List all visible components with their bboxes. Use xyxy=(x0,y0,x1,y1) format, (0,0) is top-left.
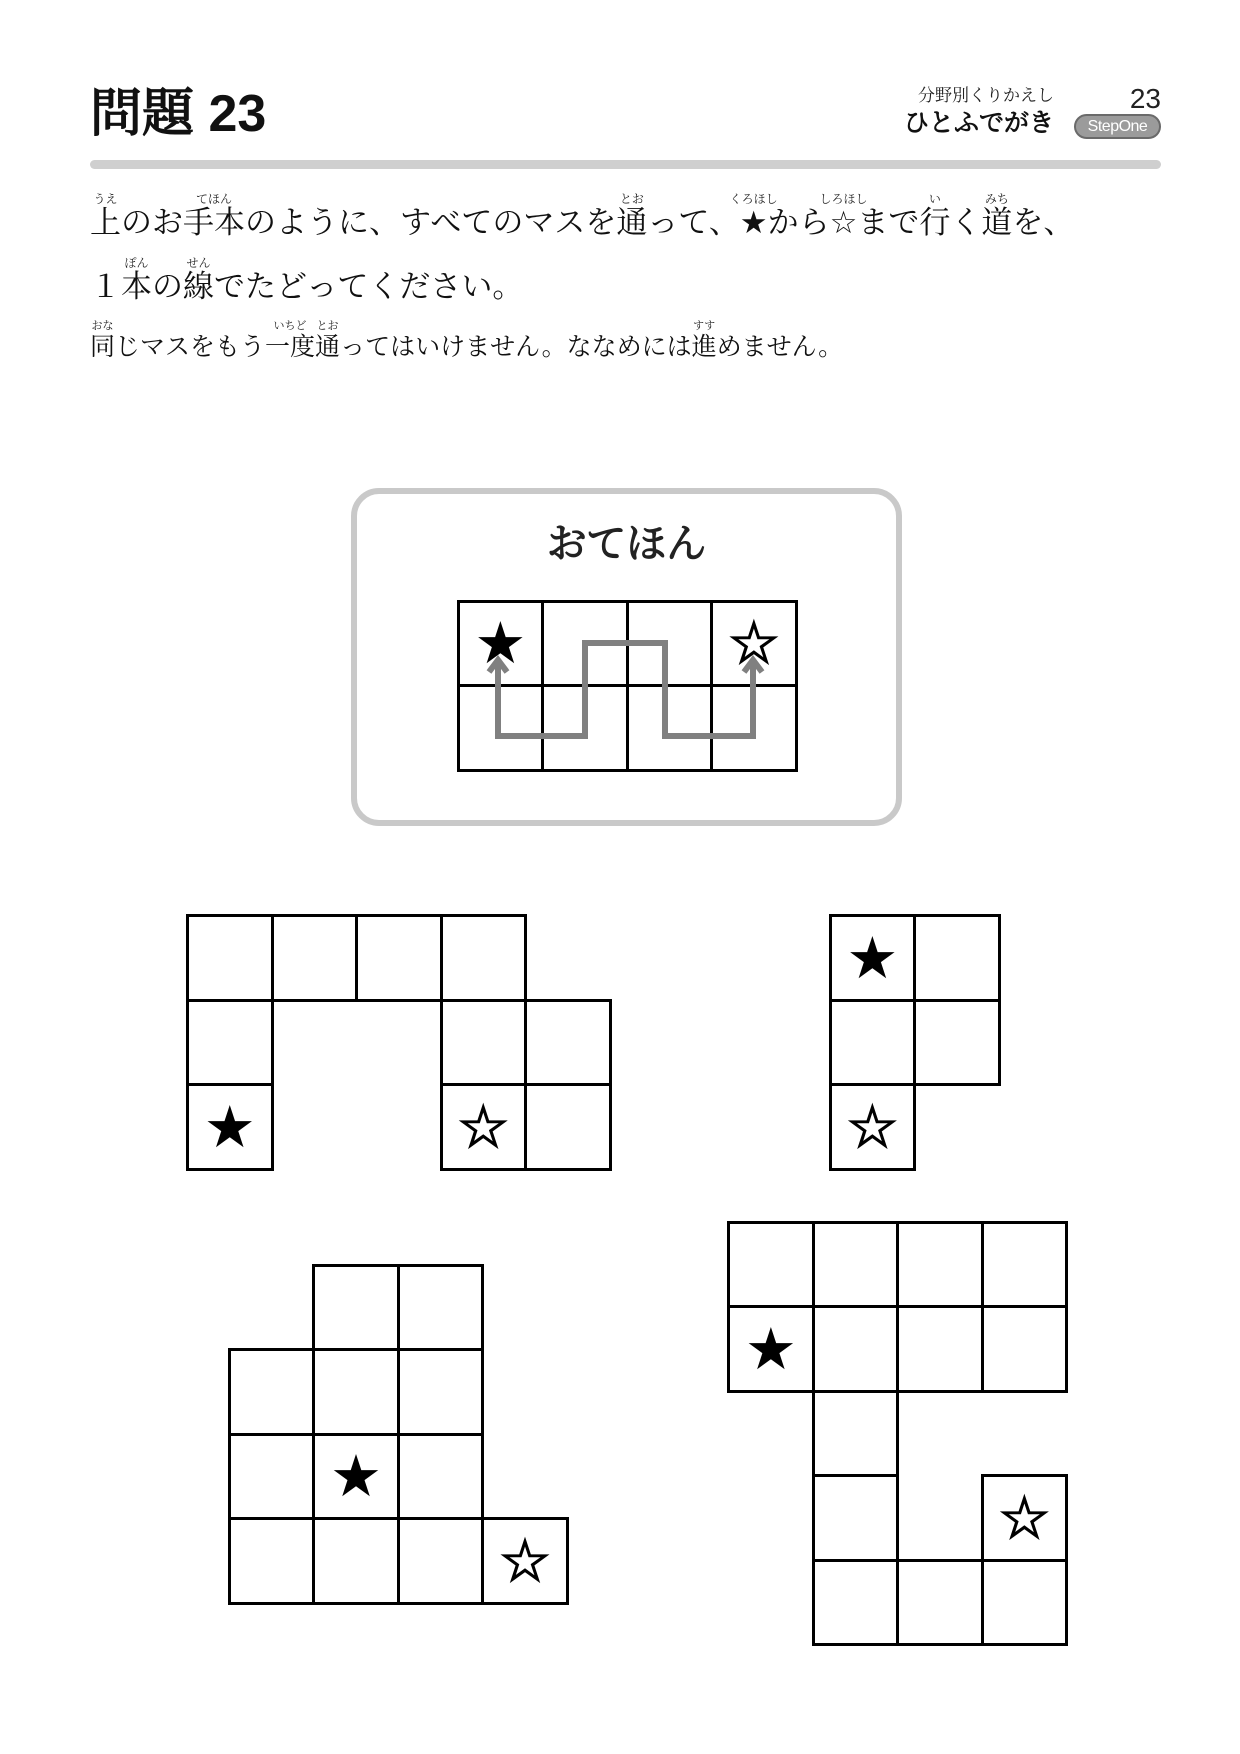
ruby-base: 行 xyxy=(919,205,951,241)
grid-cell xyxy=(397,1517,485,1605)
puzzle-grid-1 xyxy=(186,914,612,1171)
example-path xyxy=(457,600,798,772)
ruby-word xyxy=(616,192,648,241)
grid-cell xyxy=(981,1559,1069,1647)
ruby-base: 一度 xyxy=(265,332,316,361)
black-star-icon: ★ xyxy=(846,923,899,992)
ruby-base: 線 xyxy=(183,269,214,305)
grid-cell xyxy=(228,1348,316,1436)
furigana: ぽん xyxy=(124,256,149,270)
grid-cell xyxy=(812,1390,900,1478)
grid-cell xyxy=(812,1221,900,1309)
ruby-base: 通 xyxy=(616,205,648,241)
grid-cell xyxy=(913,914,1001,1002)
grid-cell xyxy=(397,1348,485,1436)
furigana: とお xyxy=(316,319,339,332)
instruction-line-2 xyxy=(90,256,524,305)
grid-cell xyxy=(271,914,359,1002)
page-title: 問題 23 xyxy=(90,85,267,143)
grid-cell xyxy=(829,914,917,1002)
instruction-text: く xyxy=(950,205,982,241)
grid-cell xyxy=(981,1221,1069,1309)
grid-cell xyxy=(397,1433,485,1521)
instruction-text: のように、すべてのマスを xyxy=(245,205,617,241)
ruby-base: 本 xyxy=(121,269,152,305)
grid-cell xyxy=(355,914,443,1002)
black-star-icon: ★ xyxy=(203,1092,256,1161)
header-divider xyxy=(90,160,1161,169)
series-label: 分野別くりかえし xyxy=(918,86,1054,106)
grid-cell xyxy=(812,1559,900,1647)
instruction-text: じマスをもう xyxy=(115,332,266,361)
furigana: くろほし xyxy=(729,192,778,206)
furigana: とお xyxy=(619,192,644,206)
grid-cell xyxy=(981,1474,1069,1562)
ruby-word xyxy=(819,192,868,241)
black-star-icon: ★ xyxy=(744,1315,797,1384)
instruction-text: って、 xyxy=(647,205,740,241)
stepone-badge: StepOne xyxy=(1074,114,1161,139)
ruby-base: ★ xyxy=(739,205,768,241)
white-star-icon: ☆ xyxy=(727,609,780,678)
ruby-word xyxy=(265,319,316,361)
grid-cell xyxy=(524,999,612,1087)
grid-cell xyxy=(829,999,917,1087)
ruby-word xyxy=(729,192,778,241)
example-path-line xyxy=(498,643,753,736)
grid-cell xyxy=(228,1433,316,1521)
grid-cell xyxy=(312,1433,400,1521)
instruction-text: の xyxy=(152,269,183,305)
grid-cell xyxy=(312,1517,400,1605)
ruby-word xyxy=(183,192,245,241)
ruby-word xyxy=(90,319,116,361)
instruction-line-3 xyxy=(90,319,844,361)
furigana: うえ xyxy=(93,192,118,206)
ruby-base: ☆ xyxy=(829,205,858,241)
furigana: すす xyxy=(693,319,716,332)
grid-cell xyxy=(896,1305,984,1393)
instruction-text: １ xyxy=(90,269,121,305)
instruction-text: でたどってください。 xyxy=(214,269,524,305)
furigana: しろほし xyxy=(819,192,868,206)
ruby-word xyxy=(691,319,717,361)
ruby-word xyxy=(919,192,951,241)
grid-cell xyxy=(312,1348,400,1436)
furigana: いちど xyxy=(273,319,307,332)
grid-cell xyxy=(829,1083,917,1171)
grid-cell xyxy=(186,914,274,1002)
instruction-text: めません。 xyxy=(716,332,844,361)
grid-cell xyxy=(440,914,528,1002)
ruby-word xyxy=(981,192,1013,241)
black-star-icon: ★ xyxy=(474,609,527,678)
grid-cell xyxy=(812,1305,900,1393)
subject-label: ひとふでがき xyxy=(903,108,1054,137)
grid-cell xyxy=(896,1221,984,1309)
ruby-base: 上 xyxy=(90,205,121,241)
grid-cell xyxy=(440,1083,528,1171)
furigana: い xyxy=(928,192,941,206)
instruction-text: まで xyxy=(857,205,920,241)
puzzle-grid-2 xyxy=(829,914,1001,1171)
grid-cell xyxy=(727,1305,815,1393)
white-star-icon: ☆ xyxy=(498,1526,551,1595)
ruby-base: 同 xyxy=(90,332,116,361)
grid-cell xyxy=(397,1264,485,1352)
grid-cell xyxy=(186,1083,274,1171)
grid-cell xyxy=(913,999,1001,1087)
white-star-icon: ☆ xyxy=(998,1484,1051,1553)
grid-cell xyxy=(440,999,528,1087)
grid-cell xyxy=(312,1264,400,1352)
ruby-word xyxy=(315,319,341,361)
instruction-text: を、 xyxy=(1012,205,1075,241)
grid-cell xyxy=(896,1559,984,1647)
black-star-icon: ★ xyxy=(329,1442,382,1511)
puzzle-grid-4 xyxy=(727,1221,1068,1647)
instruction-text: から xyxy=(767,205,830,241)
grid-cell xyxy=(481,1517,569,1605)
instruction-text: ってはいけません。ななめには xyxy=(340,332,692,361)
ruby-word xyxy=(90,192,121,241)
furigana: せん xyxy=(186,256,211,270)
white-star-icon: ☆ xyxy=(457,1092,510,1161)
puzzle-grid-3 xyxy=(228,1264,569,1605)
ruby-base: 通 xyxy=(315,332,341,361)
instruction-text: のお xyxy=(121,205,183,241)
grid-cell xyxy=(524,1083,612,1171)
ruby-base: 道 xyxy=(981,205,1013,241)
ruby-word xyxy=(121,256,152,305)
furigana: おな xyxy=(91,319,114,332)
furigana: みち xyxy=(984,192,1009,206)
ruby-base: 手本 xyxy=(183,205,245,241)
grid-cell xyxy=(186,999,274,1087)
grid-cell xyxy=(981,1305,1069,1393)
page-number: 23 xyxy=(1129,83,1161,114)
instruction-line-1 xyxy=(90,192,1075,241)
white-star-icon: ☆ xyxy=(846,1092,899,1161)
grid-cell xyxy=(228,1517,316,1605)
furigana: てほん xyxy=(195,192,233,206)
example-title: おてほん xyxy=(546,521,707,567)
ruby-base: 進 xyxy=(691,332,717,361)
grid-cell xyxy=(812,1474,900,1562)
ruby-word xyxy=(183,256,214,305)
grid-cell xyxy=(727,1221,815,1309)
